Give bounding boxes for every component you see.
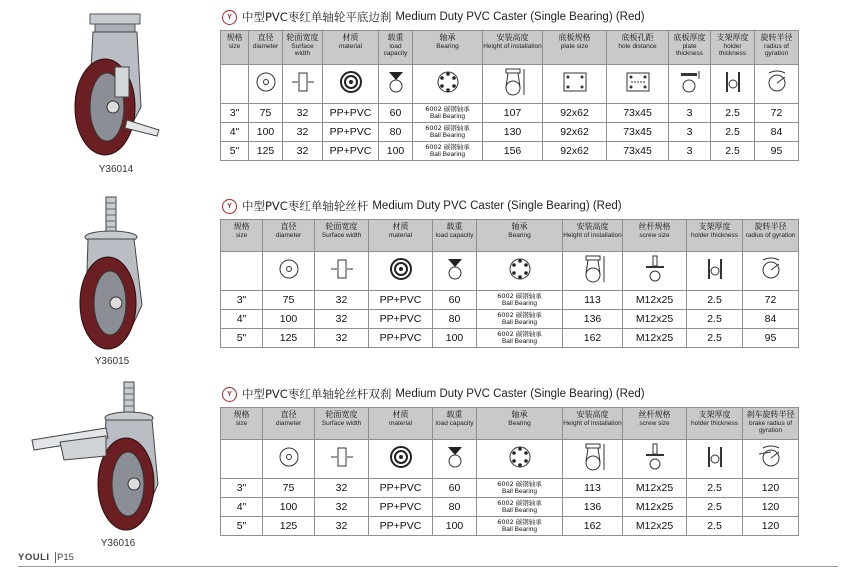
table-cell: 5" (221, 517, 263, 536)
table-cell: 100 (433, 329, 477, 348)
table-cell: 125 (263, 329, 315, 348)
table-cell: 3" (221, 104, 249, 123)
table-cell: 120 (743, 479, 799, 498)
table-cell: 4" (221, 310, 263, 329)
table-row (221, 498, 799, 517)
caster-image-stem-double-brake (30, 380, 160, 536)
table-cell: 2.5 (711, 123, 755, 142)
header-size: 规格 size (221, 31, 249, 65)
table-cell: 6002 碳钢轴承 Ball Bearing (477, 498, 563, 517)
holder-thickness-icon (687, 440, 743, 479)
title-chinese: 中型PVC枣红单轴轮丝杆 (242, 199, 369, 213)
table-row (221, 479, 799, 498)
plate-size-icon (543, 65, 607, 104)
radius-icon (755, 65, 799, 104)
table-cell: 6002 碳钢轴承 Ball Bearing (477, 517, 563, 536)
table-cell: 100 (379, 142, 413, 161)
header-holder-thickness: 支架厚度 holder thickness (711, 31, 755, 65)
spec-table (220, 407, 799, 536)
table-cell: 32 (315, 498, 369, 517)
table-cell: 95 (755, 142, 799, 161)
table-cell: 32 (283, 123, 323, 142)
header-diameter: 直径 diameter (249, 31, 283, 65)
screw-size-icon (623, 252, 687, 291)
height-icon (563, 252, 623, 291)
header-size: 规格 size (221, 408, 263, 440)
table-cell: 5" (221, 329, 263, 348)
header-bearing: 轴承 Bearing (413, 31, 483, 65)
table-cell: M12x25 (623, 517, 687, 536)
plate-thickness-icon (669, 65, 711, 104)
table-cell: 32 (283, 142, 323, 161)
table-cell: 136 (563, 310, 623, 329)
header-bearing: 轴承 Bearing (477, 408, 563, 440)
model-number: Y36014 (98, 164, 134, 175)
material-icon (323, 65, 379, 104)
table-cell: PP+PVC (369, 310, 433, 329)
model-number: Y36015 (94, 356, 130, 367)
table-cell: 2.5 (687, 310, 743, 329)
width-icon (283, 65, 323, 104)
screw-size-icon (623, 440, 687, 479)
table-cell: 3 (669, 142, 711, 161)
table-cell: 32 (315, 310, 369, 329)
table-cell: 92x62 (543, 142, 607, 161)
table-cell: 2.5 (687, 291, 743, 310)
table-cell: 162 (563, 517, 623, 536)
table-cell: PP+PVC (323, 142, 379, 161)
table-cell: 73x45 (607, 142, 669, 161)
table-cell: 2.5 (687, 517, 743, 536)
diameter-icon (263, 252, 315, 291)
table-cell: 4" (221, 123, 249, 142)
diameter-icon (249, 65, 283, 104)
section-title (222, 386, 645, 402)
size-icon-cell (221, 440, 263, 479)
table-cell: M12x25 (623, 479, 687, 498)
table-cell: 125 (249, 142, 283, 161)
table-cell: 107 (483, 104, 543, 123)
header-radius-gyration: 旋转半径 radius of gyration (743, 220, 799, 252)
header-size: 规格 size (221, 220, 263, 252)
table-cell: 60 (433, 291, 477, 310)
table-cell: 6002 碳钢轴承 Ball Bearing (477, 329, 563, 348)
bearing-icon (477, 252, 563, 291)
table-cell: PP+PVC (369, 329, 433, 348)
header-load-capacity: 载重 load capacity (433, 220, 477, 252)
caster-image-plate-brake (55, 12, 165, 162)
table-cell: 6002 碳钢轴承 Ball Bearing (413, 142, 483, 161)
title-english: Medium Duty PVC Caster (Single Bearing) (Red) (395, 388, 645, 400)
width-icon (315, 440, 369, 479)
caster-image-threaded-stem (62, 195, 162, 353)
header-diameter: 直径 diameter (263, 408, 315, 440)
table-cell: 156 (483, 142, 543, 161)
spec-table (220, 30, 799, 161)
table-cell: 84 (755, 123, 799, 142)
table-row (221, 104, 799, 123)
table-cell: 32 (315, 329, 369, 348)
table-cell: 2.5 (687, 498, 743, 517)
load-icon (433, 440, 477, 479)
width-icon (315, 252, 369, 291)
table-cell: 2.5 (711, 142, 755, 161)
footer-brand: YOULI (18, 552, 50, 563)
table-cell: 136 (563, 498, 623, 517)
header-load-capacity: 载重 load capacity (433, 408, 477, 440)
table-cell: 100 (263, 498, 315, 517)
page-number: P15 (57, 552, 74, 563)
youli-logo-icon: Y (222, 199, 237, 214)
footer-divider (55, 552, 56, 563)
title-chinese: 中型PVC枣红单轴轮丝杆双刹 (242, 387, 392, 401)
table-cell: 95 (743, 329, 799, 348)
table-row (221, 517, 799, 536)
table-cell: 32 (315, 517, 369, 536)
table-cell: M12x25 (623, 329, 687, 348)
radius-icon (743, 252, 799, 291)
header-load-capacity: 载重 load capacity (379, 31, 413, 65)
table-row (221, 142, 799, 161)
table-cell: M12x25 (623, 291, 687, 310)
header-installation-height: 安装高度 Height of installation (563, 408, 623, 440)
table-cell: 32 (315, 479, 369, 498)
table-cell: 120 (743, 517, 799, 536)
header-surface-width: 轮面宽度 Surface width (283, 31, 323, 65)
table-cell: 3" (221, 291, 263, 310)
header-holder-thickness: 支架厚度 holder thickness (687, 408, 743, 440)
height-icon (483, 65, 543, 104)
table-cell: 125 (263, 517, 315, 536)
header-bearing: 轴承 Bearing (477, 220, 563, 252)
table-cell: 75 (263, 479, 315, 498)
header-radius-gyration: 旋转半径 radius of gyration (755, 31, 799, 65)
table-cell: 80 (433, 498, 477, 517)
table-cell: PP+PVC (369, 291, 433, 310)
header-installation-height: 安装高度 Height of installation (563, 220, 623, 252)
table-cell: M12x25 (623, 310, 687, 329)
table-cell: 130 (483, 123, 543, 142)
table-cell: 32 (283, 104, 323, 123)
table-cell: 80 (433, 310, 477, 329)
table-cell: 73x45 (607, 104, 669, 123)
height-icon (563, 440, 623, 479)
spec-table (220, 219, 799, 348)
header-material: 材质 material (369, 408, 433, 440)
material-icon (369, 252, 433, 291)
header-surface-width: 轮面宽度 Surface width (315, 220, 369, 252)
table-cell: PP+PVC (369, 498, 433, 517)
table-cell: 73x45 (607, 123, 669, 142)
table-cell: 32 (315, 291, 369, 310)
header-screw-size: 丝杆规格 screw size (623, 220, 687, 252)
table-cell: 100 (433, 517, 477, 536)
table-cell: 75 (263, 291, 315, 310)
load-icon (433, 252, 477, 291)
table-cell: PP+PVC (369, 517, 433, 536)
youli-logo-icon: Y (222, 10, 237, 25)
table-cell: 75 (249, 104, 283, 123)
table-cell: 92x62 (543, 123, 607, 142)
table-cell: 6002 碳钢轴承 Ball Bearing (477, 479, 563, 498)
title-chinese: 中型PVC枣红单轴轮平底边刹 (242, 10, 392, 24)
table-cell: 3 (669, 104, 711, 123)
table-cell: 60 (433, 479, 477, 498)
table-row (221, 329, 799, 348)
bearing-icon (413, 65, 483, 104)
table-cell: PP+PVC (323, 123, 379, 142)
header-installation-height: 安装高度 Height of installation (483, 31, 543, 65)
title-english: Medium Duty PVC Caster (Single Bearing) (Red) (372, 200, 622, 212)
size-icon-cell (221, 252, 263, 291)
header-material: 材质 material (369, 220, 433, 252)
header-holder-thickness: 支架厚度 holder thickness (687, 220, 743, 252)
table-cell: 72 (743, 291, 799, 310)
table-cell: PP+PVC (369, 479, 433, 498)
header-hole-distance: 底板孔距 hole distance (607, 31, 669, 65)
table-cell: 60 (379, 104, 413, 123)
table-cell: 5" (221, 142, 249, 161)
table-row (221, 123, 799, 142)
header-screw-size: 丝杆规格 screw size (623, 408, 687, 440)
material-icon (369, 440, 433, 479)
table-cell: 120 (743, 498, 799, 517)
section-title (222, 198, 622, 214)
title-english: Medium Duty PVC Caster (Single Bearing) (Red) (395, 11, 645, 23)
table-cell: 6002 碳钢轴承 Ball Bearing (477, 310, 563, 329)
table-cell: 3" (221, 479, 263, 498)
bearing-icon (477, 440, 563, 479)
table-cell: 100 (263, 310, 315, 329)
youli-logo-icon: Y (222, 387, 237, 402)
header-plate-thickness: 底板厚度 plate thickness (669, 31, 711, 65)
model-number: Y36016 (100, 538, 136, 549)
table-cell: 6002 碳钢轴承 Ball Bearing (413, 104, 483, 123)
table-cell: 162 (563, 329, 623, 348)
header-brake-radius: 刹车旋转半径 brake radius of gyration (743, 408, 799, 440)
brake-radius-icon (743, 440, 799, 479)
table-cell: 2.5 (711, 104, 755, 123)
table-cell: 84 (743, 310, 799, 329)
table-cell: M12x25 (623, 498, 687, 517)
header-material: 材质 material (323, 31, 379, 65)
header-diameter: 直径 diameter (263, 220, 315, 252)
table-cell: 3 (669, 123, 711, 142)
load-icon (379, 65, 413, 104)
holder-thickness-icon (687, 252, 743, 291)
table-cell: 92x62 (543, 104, 607, 123)
holder-thickness-icon (711, 65, 755, 104)
header-plate-size: 底板规格 plate size (543, 31, 607, 65)
table-cell: 6002 碳钢轴承 Ball Bearing (413, 123, 483, 142)
table-cell: 2.5 (687, 479, 743, 498)
footer-rule (18, 566, 838, 567)
diameter-icon (263, 440, 315, 479)
table-cell: PP+PVC (323, 104, 379, 123)
table-row (221, 291, 799, 310)
size-icon-cell (221, 65, 249, 104)
section-title (222, 9, 645, 25)
table-cell: 6002 碳钢轴承 Ball Bearing (477, 291, 563, 310)
table-row (221, 310, 799, 329)
table-cell: 113 (563, 291, 623, 310)
table-cell: 72 (755, 104, 799, 123)
table-cell: 100 (249, 123, 283, 142)
table-cell: 80 (379, 123, 413, 142)
table-cell: 113 (563, 479, 623, 498)
table-cell: 2.5 (687, 329, 743, 348)
table-cell: 4" (221, 498, 263, 517)
header-surface-width: 轮面宽度 Surface width (315, 408, 369, 440)
hole-distance-icon (607, 65, 669, 104)
